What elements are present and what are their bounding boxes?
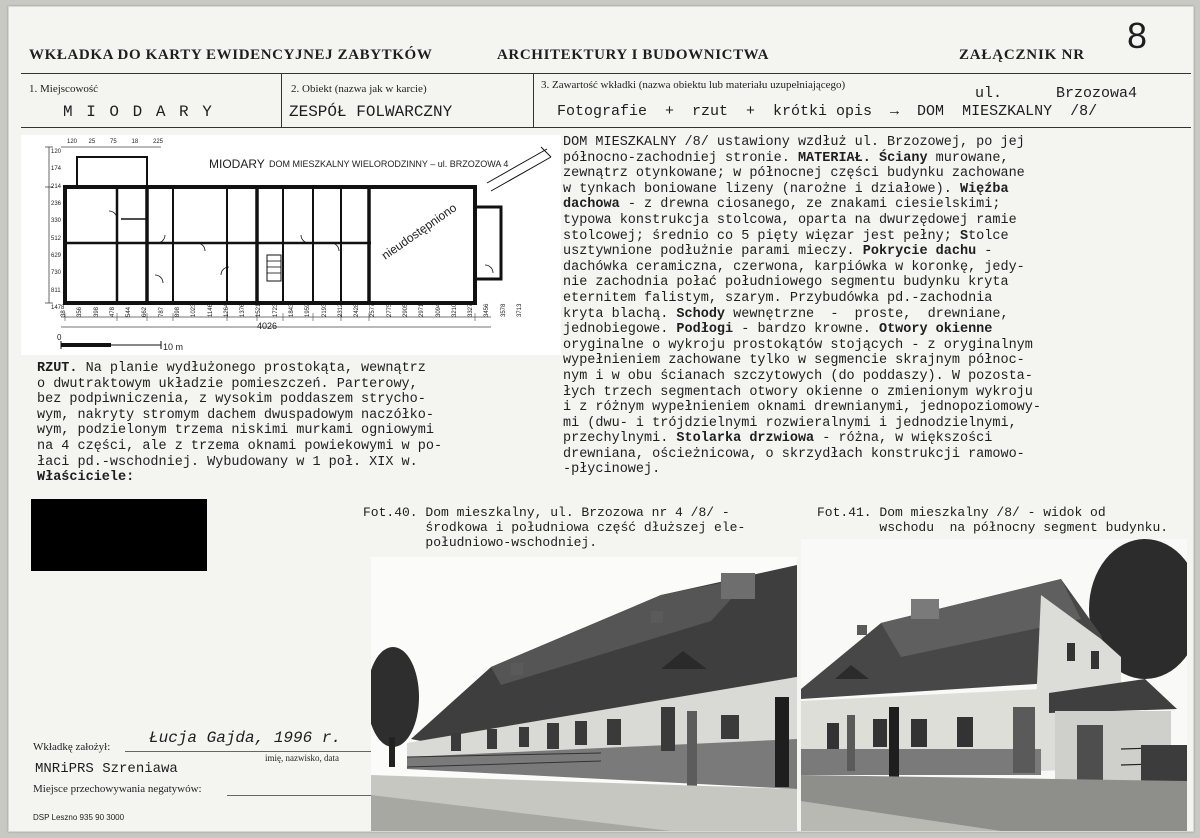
plan-description-text: [37, 361, 442, 486]
plan-left-dimension: 174: [51, 166, 62, 173]
description-run: -płycinowej.: [563, 462, 661, 478]
description-run: nym i w obu ścianach szczytowych (do poddaszy). W pozosta-: [563, 368, 1033, 384]
rzut-run: bez podpiwniczenia, z wysokim poddaszem strycho-: [37, 392, 426, 408]
field-1-label: 1. Miejscowość: [29, 83, 99, 95]
description-line: [563, 338, 1041, 354]
description-run: tolce: [968, 228, 1009, 244]
description-run: - z drewna ciosanego, ze znakami ciesielskimi;: [619, 197, 1001, 213]
plan-bottom-dimension: 38: [61, 310, 67, 317]
description-run: nie zachodnia połać południowego segmentu budynku kryta: [563, 275, 1009, 291]
description-line: [563, 322, 1041, 338]
plan-bottom-dimension: 1146: [207, 304, 214, 317]
plan-bottom-dimension: 2577: [370, 303, 377, 317]
inventory-insert-card: [8, 6, 1194, 832]
field-divider-1: [281, 73, 282, 127]
rzut-run: łaci pd.-wschodniej. Wybudowany w 1 poł. XIX w.: [37, 454, 418, 470]
plan-bottom-dimension: 3456: [484, 303, 491, 317]
description-bold-run: Otwory okienne: [878, 322, 993, 338]
description-run: usztywnione podłużnie parami mieczy.: [563, 244, 863, 260]
plan-top-dimension: 120: [67, 139, 78, 145]
description-line: [563, 385, 1041, 401]
field-1-value: M I O D A R Y: [63, 103, 214, 121]
photo-41-caption: Fot.41. Dom mieszkalny /8/ - widok od wschodu na północny segment budynku.: [817, 505, 1169, 535]
description-bold-run: Pokrycie dachu: [862, 244, 977, 260]
description-run: wewnętrzne - proste, drewniane,: [725, 306, 1009, 322]
fields-bottom-line: [21, 127, 1191, 128]
description-run: kryta blachą.: [563, 306, 677, 322]
plan-left-dimension: 330: [51, 218, 62, 225]
rzut-run: Na planie wydłużonego prostokąta, wewnątrz: [77, 361, 426, 376]
plan-bottom-dimension: 662: [142, 306, 149, 317]
rzut-line: [37, 423, 442, 439]
plan-bottom-dimension: 2193: [321, 303, 328, 317]
plan-top-dimension: 225: [153, 139, 164, 145]
description-run: eternitem falistym, szarym. Przybudówka pd.-zachodnia: [563, 290, 993, 306]
description-line: [563, 291, 1041, 307]
rzut-bold-run: Właściciele:: [37, 470, 135, 486]
description-run: dachówka ceramiczna, czerwona, karpiówka w koronkę, jedy-: [563, 259, 1025, 275]
photo-40: [371, 557, 797, 831]
description-bold-run: Więźba: [959, 181, 1009, 197]
description-line: [563, 431, 1041, 447]
description-line: [563, 400, 1041, 416]
plan-bottom-dimension: 356: [77, 306, 84, 317]
plan-bottom-dimension: 3578: [500, 303, 507, 317]
plan-bottom-dimension: 1959: [305, 303, 312, 317]
plan-bottom-dimension: 3713: [517, 303, 523, 317]
institution-name: MNRiPRS Szreniawa: [35, 761, 178, 777]
plan-top-dimension: 25: [88, 139, 96, 145]
description-line: [563, 182, 1041, 198]
description-run: zewnątrz otynkowane; w północnej części budynku zachowane: [563, 166, 1025, 182]
plan-bottom-dimension: 3210: [451, 303, 458, 317]
description-bold-run: Schody: [676, 306, 726, 322]
photo-40-caption: Fot.40. Dom mieszkalny, ul. Brzozowa nr 4 /8/ - środkowa i południowa część dłuższej ele- południowo-wschodniej.: [363, 505, 746, 550]
description-run: - bardzo krowne.: [733, 322, 879, 338]
plan-scale-end: 10 m: [163, 342, 184, 352]
description-run: łych trzech segmentach otwory okienne o zmienionym wykroju: [563, 384, 1033, 400]
description-run: drewniana, ościeżnicowa, o skrzydłach konstrukcji ramowo-: [563, 446, 1025, 462]
description-run: DOM MIESZKALNY /8/ ustawiony wzdłuż ul. Brzozowej, po jej: [563, 135, 1025, 150]
plan-top-dimensions: [67, 139, 167, 149]
plan-top-dimension: 18: [131, 139, 139, 145]
description-bold-run: dachowa: [563, 197, 620, 213]
field-3-street: ul. Brzozowa4: [975, 85, 1138, 102]
description-line: [563, 135, 1041, 151]
description-run: przechylnymi.: [563, 431, 677, 447]
header-title-left: WKŁADKA DO KARTY EWIDENCYJNEJ ZABYTKÓW: [29, 47, 433, 63]
description-line: [563, 447, 1041, 463]
plan-left-dimension: 120: [51, 149, 62, 155]
rzut-line: [37, 408, 442, 424]
plan-left-dimension: 512: [51, 235, 62, 242]
photo-41-image: [801, 539, 1187, 831]
plan-left-dimension: 811: [51, 287, 61, 294]
rzut-line: [37, 377, 442, 393]
description-line: [563, 229, 1041, 245]
floor-plan-image: [21, 135, 561, 355]
description-bold-run: S: [959, 228, 969, 244]
plan-left-dimension: 1478: [51, 305, 65, 311]
founder-label: Wkładkę założył:: [33, 741, 111, 753]
rzut-run: na 4 części, ale z trzema oknami powiekowymi w po-: [37, 438, 443, 454]
description-run: stolcowej; średnio co 5 piętу więzar jest pełny;: [563, 228, 960, 244]
description-line: [563, 166, 1041, 182]
plan-scale-start: 0: [57, 333, 62, 342]
plan-bottom-dimension: 2775: [386, 303, 393, 317]
plan-total-dimension: 4026: [257, 321, 278, 331]
rzut-run: wym, nakryty stromym dachem dwuspadowym naczółko-: [37, 407, 434, 423]
description-line: [563, 244, 1041, 260]
negatives-label: Miejsce przechowywania negatywów:: [33, 783, 202, 795]
description-run: mi (dwu- i trójdzielnymi rozwieralnymi i jednodzielnymi,: [563, 415, 1017, 431]
rzut-run: o dwutraktowym układzie pomieszczeń. Parterowy,: [37, 376, 418, 392]
plan-title: MIODARY: [209, 157, 265, 171]
description-run: -: [976, 244, 993, 260]
attachment-number: 8: [1127, 15, 1148, 56]
description-run: typowa konstrukcja stolcowa, oparta na dwurzędowej ramie: [563, 212, 1017, 228]
plan-bottom-dimension: 1264: [223, 303, 230, 317]
founder-value: Łucja Gajda, 1996 r.: [149, 729, 342, 747]
plan-left-dimension: 236: [51, 201, 62, 207]
photo-41: [801, 539, 1187, 831]
description-run: murowane,: [927, 150, 1009, 166]
rzut-line: [37, 392, 442, 408]
plan-top-dimension: 75: [110, 139, 117, 145]
header-title-right: ARCHITEKTURY I BUDOWNICTWA: [497, 47, 770, 63]
rzut-line: [37, 361, 442, 377]
description-line: [563, 213, 1041, 229]
field-3-label: 3. Zawartość wkładki (nazwa obiektu lub materiału uzupełniającego): [541, 79, 846, 91]
plan-bottom-dimension: 1023: [191, 303, 198, 317]
plan-bottom-dimension: 3094: [435, 303, 442, 317]
description-line: [563, 151, 1041, 167]
description-text: [563, 135, 1041, 478]
attachment-label: ZAŁĄCZNIK NR: [959, 47, 1085, 63]
rzut-line: [37, 470, 442, 486]
plan-left-dimensions: [51, 149, 65, 313]
description-run: i z różnym wypełnieniem oknami drewnianymi, jednopoziomowy-: [563, 400, 1041, 416]
description-bold-run: Podłogi: [676, 322, 734, 338]
field-divider-2: [533, 73, 534, 127]
description-line: [563, 369, 1041, 385]
field-3-value: Fotografie + rzut + krótki opis → DOM MIESZKALNY /8/: [557, 103, 1098, 120]
plan-bottom-dimension: 2971: [419, 303, 426, 317]
description-line: [563, 416, 1041, 432]
description-line: [563, 275, 1041, 291]
rzut-bold-run: RZUT.: [37, 361, 78, 376]
plan-bottom-dimension: 3327: [468, 303, 475, 317]
plan-bottom-dimension: 544: [126, 306, 133, 317]
description-run: oryginalne o wykroju prostokątów stojących - z oryginalnym: [563, 337, 1033, 353]
description-line: [563, 353, 1041, 369]
description-line: [563, 307, 1041, 323]
rzut-line: [37, 455, 442, 471]
description-line: [563, 462, 1041, 478]
plan-bottom-dimension: 2312: [337, 303, 344, 317]
plan-bottom-dimension: 898: [175, 306, 181, 317]
description-bold-run: Stolarka drzwiowa: [676, 431, 815, 447]
plan-bottom-dimension: 2428: [354, 303, 361, 317]
description-bold-run: MATERIAŁ. Ściany: [797, 150, 928, 166]
description-run: - różna, w większości: [814, 431, 993, 447]
rzut-line: [37, 439, 442, 455]
plan-bottom-dimension: 1723: [272, 303, 279, 317]
plan-left-dimension: 214: [51, 183, 62, 190]
plan-bottom-dimension: 398: [93, 306, 100, 317]
founder-hint: imię, nazwisko, data: [265, 753, 339, 763]
plan-bottom-dimension: 1376: [240, 303, 247, 317]
photo-40-image: [371, 557, 797, 831]
description-line: [563, 260, 1041, 276]
description-line: [563, 197, 1041, 213]
plan-bottom-dimension: 2905: [403, 303, 409, 317]
plan-bottom-dimension: 478: [109, 306, 116, 317]
plan-subtitle: DOM MIESZKALNY WIELORODZINNY – ul. BRZOZOWA 4: [269, 159, 509, 169]
plan-left-dimension: 730: [51, 270, 62, 277]
description-run: wypełnieniem zachowane tylko w segmencie skrajnym północ-: [563, 353, 1025, 369]
description-run: w tynkach boniowane lizeny (narożne i działowe).: [563, 181, 960, 197]
plan-bottom-dimension: 1521: [256, 303, 263, 317]
field-2-label: 2. Obiekt (nazwa jak w karcie): [291, 83, 427, 95]
plan-inaccessible-label: nieudostępniono: [379, 200, 460, 263]
plan-bottom-dimension: 787: [158, 306, 165, 317]
rzut-run: wym, podzielonym trzema niskimi murkami ogniowymi: [37, 423, 434, 439]
header-divider: [21, 73, 1191, 74]
plan-left-dimension: 629: [51, 253, 62, 259]
description-run: północno-zachodniej stronie.: [563, 150, 798, 166]
owner-redaction: [31, 499, 207, 571]
print-code: DSP Leszno 935 90 3000: [33, 813, 125, 822]
plan-bottom-dimensions: [61, 305, 531, 317]
negatives-line: [227, 795, 371, 796]
founder-line: [125, 751, 371, 752]
plan-bottom-dimension: 1843: [289, 303, 295, 317]
field-2-value: ZESPÓŁ FOLWARCZNY: [289, 103, 453, 121]
description-run: jednobiegowe.: [563, 322, 677, 338]
